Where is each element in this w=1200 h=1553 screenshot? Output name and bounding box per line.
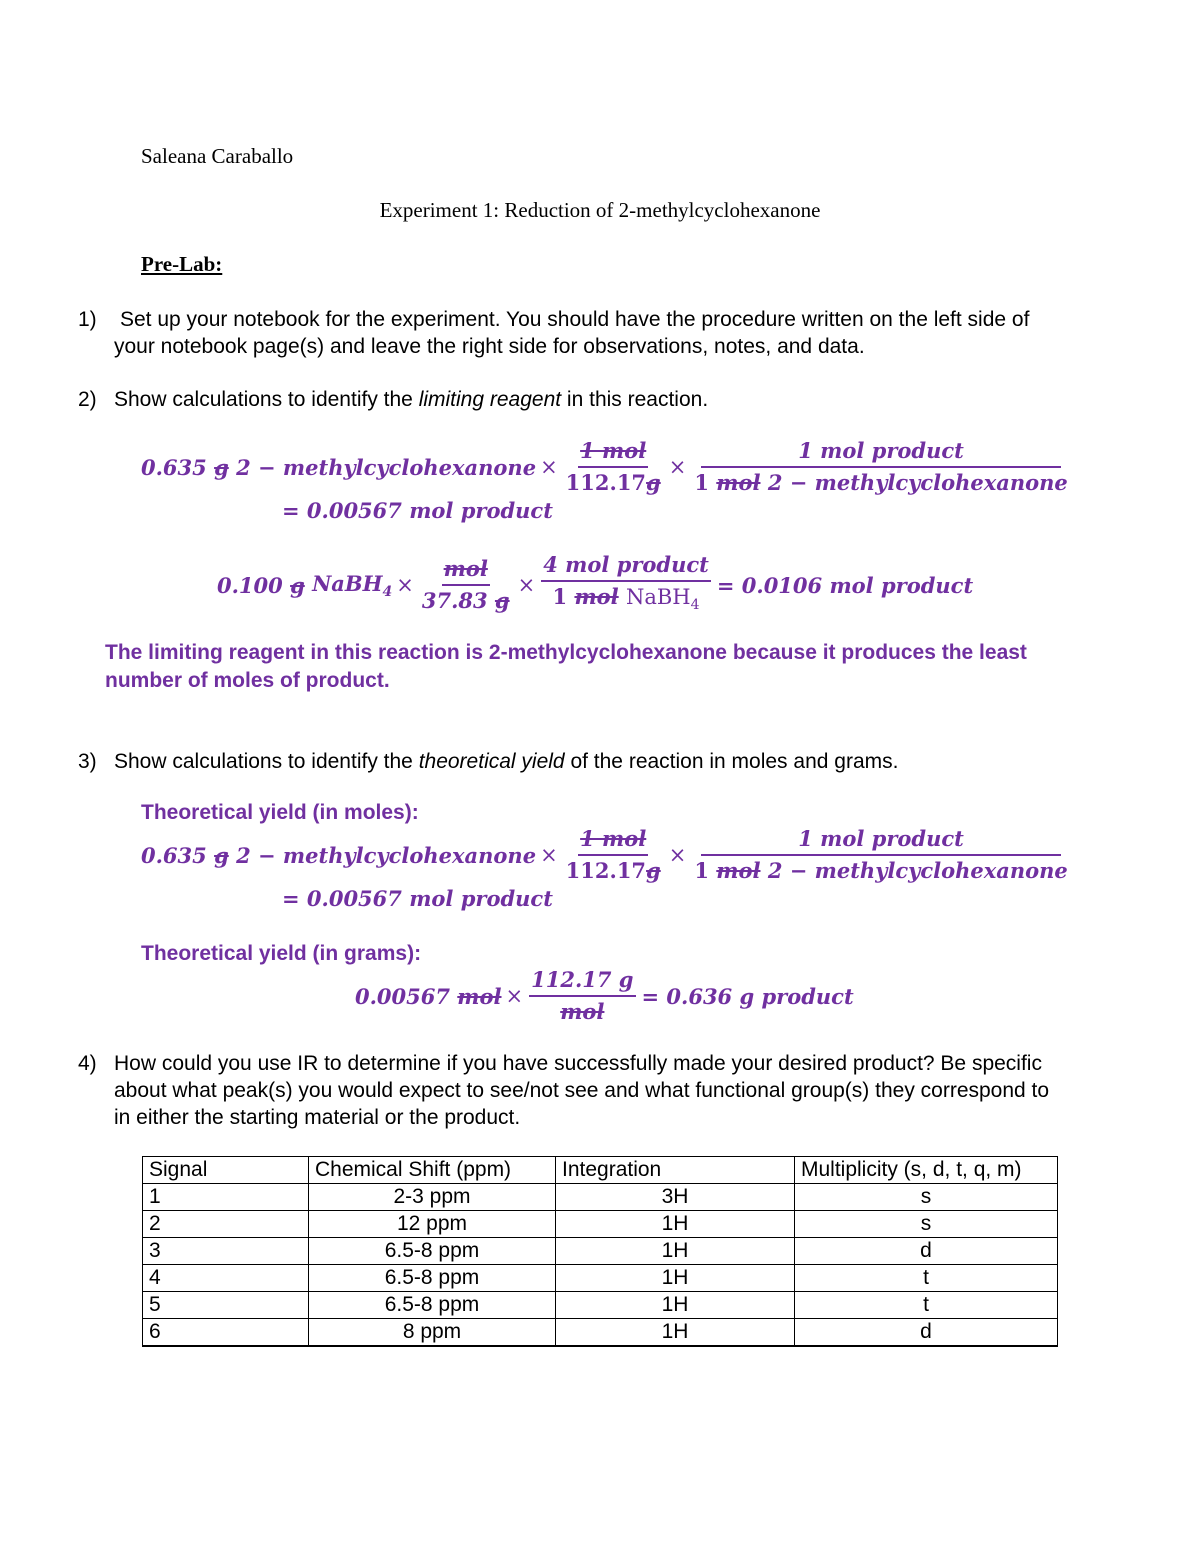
theoretical-yield-moles-label: Theoretical yield (in moles):: [141, 801, 419, 824]
table-row: [143, 1211, 1058, 1238]
table-cell: 6.5-8 ppm: [309, 1265, 556, 1292]
table-cell: s: [795, 1211, 1058, 1238]
table-cell: 1H: [556, 1265, 795, 1292]
table-cell: 8 ppm: [309, 1319, 556, 1347]
table-cell: 1H: [556, 1319, 795, 1347]
equation-1-result: = 0.00567 mol product: [282, 498, 553, 523]
table-cell: t: [795, 1265, 1058, 1292]
limiting-reagent-conclusion: The limiting reagent in this reaction is 2-methylcyclohexanone because it produces the least number of moles of product.: [105, 641, 1027, 692]
equation-3-fraction-1: $\frac{\text{1 mol}}{112.17g}$: [565, 826, 661, 883]
question-4-number: 4): [78, 1052, 97, 1075]
equation-2: 0.100 g NaBH$_4$ × $\frac{\text{mol}}{37.83 g}$ × $\frac{\text{4 mol product}}{1 mol NaBH_4}$ = 0.0106 mol product: [217, 550, 973, 620]
table-cell: 12 ppm: [309, 1211, 556, 1238]
table-cell: 2: [143, 1211, 309, 1238]
question-2-number: 2): [78, 388, 97, 411]
question-1-text: Set up your notebook for the experiment. You should have the procedure written on the left side of your notebook page(s) and leave the right side for observations, notes, and data.: [114, 308, 1030, 358]
table-header-cell: Signal: [143, 1157, 309, 1184]
table-header-cell: Multiplicity (s, d, t, q, m): [795, 1157, 1058, 1184]
table-row: [143, 1319, 1058, 1347]
equation-4: 0.00567 mol × $\frac{112.17 g}{\text{mol}}$ = 0.636 g product: [355, 965, 854, 1027]
table-cell: s: [795, 1184, 1058, 1211]
table-header-cell: Integration: [556, 1157, 795, 1184]
equation-3: 0.635 g 2 − methylcyclohexanone × $\frac{\text{1 mol}}{112.17g}$ × $\frac{\text{1 mol product}}{\text{1 mol 2 − methylcyclohexanone}}$: [141, 824, 1072, 886]
table-header-cell: Chemical Shift (ppm): [309, 1157, 556, 1184]
equation-1: 0.635 g 2 − methylcyclohexanone × $\frac{\text{1 mol}}{112.17g}$ × $\frac{\text{1 mol product}}{\text{1 mol 2 − methylcyclohexanone}}$: [141, 436, 1072, 498]
equation-1-fraction-1: $\frac{\text{1 mol}}{112.17g}$: [565, 438, 661, 495]
table-cell: 3H: [556, 1184, 795, 1211]
table-row: [143, 1184, 1058, 1211]
table-cell: t: [795, 1292, 1058, 1319]
table-cell: d: [795, 1319, 1058, 1347]
question-2-text: Show calculations to identify the limiting reagent in this reaction.: [114, 388, 709, 411]
table-cell: 1: [143, 1184, 309, 1211]
prelab-heading: Pre-Lab:: [141, 252, 223, 276]
equation-2-fraction-1: $\frac{\text{mol}}{37.83 g}$: [421, 556, 510, 614]
question-1-number: 1): [78, 308, 97, 331]
table-cell: 1H: [556, 1211, 795, 1238]
equation-3-fraction-2: $\frac{\text{1 mol product}}{\text{1 mol 2 − methylcyclohexanone}}$: [694, 826, 1068, 883]
table-cell: 4: [143, 1265, 309, 1292]
table-cell: 3: [143, 1238, 309, 1265]
table-cell: 6.5-8 ppm: [309, 1292, 556, 1319]
document-title: Experiment 1: Reduction of 2-methylcyclohexanone: [379, 198, 821, 222]
table-row: [143, 1292, 1058, 1319]
equation-2-fraction-2: $\frac{\text{4 mol product}}{1 mol NaBH_4}$: [543, 552, 709, 614]
question-4-text: How could you use IR to determine if you have successfully made your desired product? Be specific about what peak(s) you would expect to see/not see and what functional group(s) they correspond to in either the starting material or the product.: [114, 1052, 1050, 1129]
table-row: [143, 1265, 1058, 1292]
table-cell: 2-3 ppm: [309, 1184, 556, 1211]
table-cell: d: [795, 1238, 1058, 1265]
table-cell: 6.5-8 ppm: [309, 1238, 556, 1265]
question-3-text: Show calculations to identify the theoretical yield of the reaction in moles and grams.: [114, 750, 899, 773]
equation-3-result: = 0.00567 mol product: [282, 886, 553, 911]
table-cell: 5: [143, 1292, 309, 1319]
theoretical-yield-grams-label: Theoretical yield (in grams):: [141, 942, 422, 965]
table-cell: 1H: [556, 1292, 795, 1319]
equation-4-fraction: $\frac{112.17 g}{\text{mol}}$: [531, 967, 634, 1024]
table-cell: 1H: [556, 1238, 795, 1265]
question-3-number: 3): [78, 750, 97, 773]
nmr-table: [142, 1156, 1058, 1347]
table-row: [143, 1238, 1058, 1265]
author-name: Saleana Caraballo: [141, 144, 294, 168]
table-cell: 6: [143, 1319, 309, 1347]
table-header-row: [143, 1157, 1058, 1184]
equation-1-fraction-2: $\frac{\text{1 mol product}}{\text{1 mol 2 − methylcyclohexanone}}$: [694, 438, 1068, 495]
